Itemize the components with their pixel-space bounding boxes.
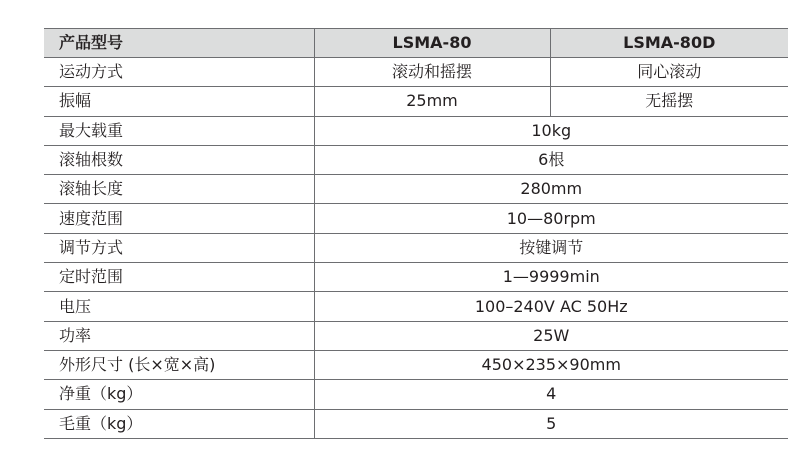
table-row-roller-count <box>44 145 788 174</box>
row-label: 滚轴长度 <box>44 175 314 204</box>
row-label: 定时范围 <box>44 263 314 292</box>
row-value: 100–240V AC 50Hz <box>314 292 788 321</box>
table-row-max-load <box>44 116 788 145</box>
header-model-lsma-80d: LSMA-80D <box>550 29 788 58</box>
table-row-speed-range <box>44 204 788 233</box>
row-label: 最大载重 <box>44 116 314 145</box>
row-value-lsma-80: 滚动和摇摆 <box>314 58 550 87</box>
table-row-power <box>44 321 788 350</box>
row-value-lsma-80d: 同心滚动 <box>550 58 788 87</box>
table-row-voltage <box>44 292 788 321</box>
table-row-dimensions <box>44 350 788 379</box>
table-row-roller-length <box>44 175 788 204</box>
row-value: 1—9999min <box>314 263 788 292</box>
row-label: 净重（kg） <box>44 380 314 409</box>
row-label: 振幅 <box>44 87 314 116</box>
row-value-lsma-80: 25mm <box>314 87 550 116</box>
row-value: 5 <box>314 409 788 438</box>
row-label: 外形尺寸 (长×宽×高) <box>44 350 314 379</box>
row-label: 滚轴根数 <box>44 145 314 174</box>
table-row-timer-range <box>44 263 788 292</box>
row-label: 调节方式 <box>44 233 314 262</box>
table-row-gross-weight <box>44 409 788 438</box>
row-label: 功率 <box>44 321 314 350</box>
table-row-net-weight <box>44 380 788 409</box>
row-value: 4 <box>314 380 788 409</box>
row-value: 按键调节 <box>314 233 788 262</box>
row-value-lsma-80d: 无摇摆 <box>550 87 788 116</box>
table-row-amplitude <box>44 87 788 116</box>
table-header-row <box>44 29 788 58</box>
row-value: 10—80rpm <box>314 204 788 233</box>
row-label: 运动方式 <box>44 58 314 87</box>
header-label-product-model: 产品型号 <box>44 29 314 58</box>
row-label: 电压 <box>44 292 314 321</box>
row-value: 25W <box>314 321 788 350</box>
row-value: 10kg <box>314 116 788 145</box>
table-row-adjust-mode <box>44 233 788 262</box>
header-model-lsma-80: LSMA-80 <box>314 29 550 58</box>
row-value: 6根 <box>314 145 788 174</box>
spec-table <box>44 28 788 439</box>
row-label: 速度范围 <box>44 204 314 233</box>
row-label: 毛重（kg） <box>44 409 314 438</box>
row-value: 280mm <box>314 175 788 204</box>
row-value: 450×235×90mm <box>314 350 788 379</box>
table-row-motion-mode <box>44 58 788 87</box>
